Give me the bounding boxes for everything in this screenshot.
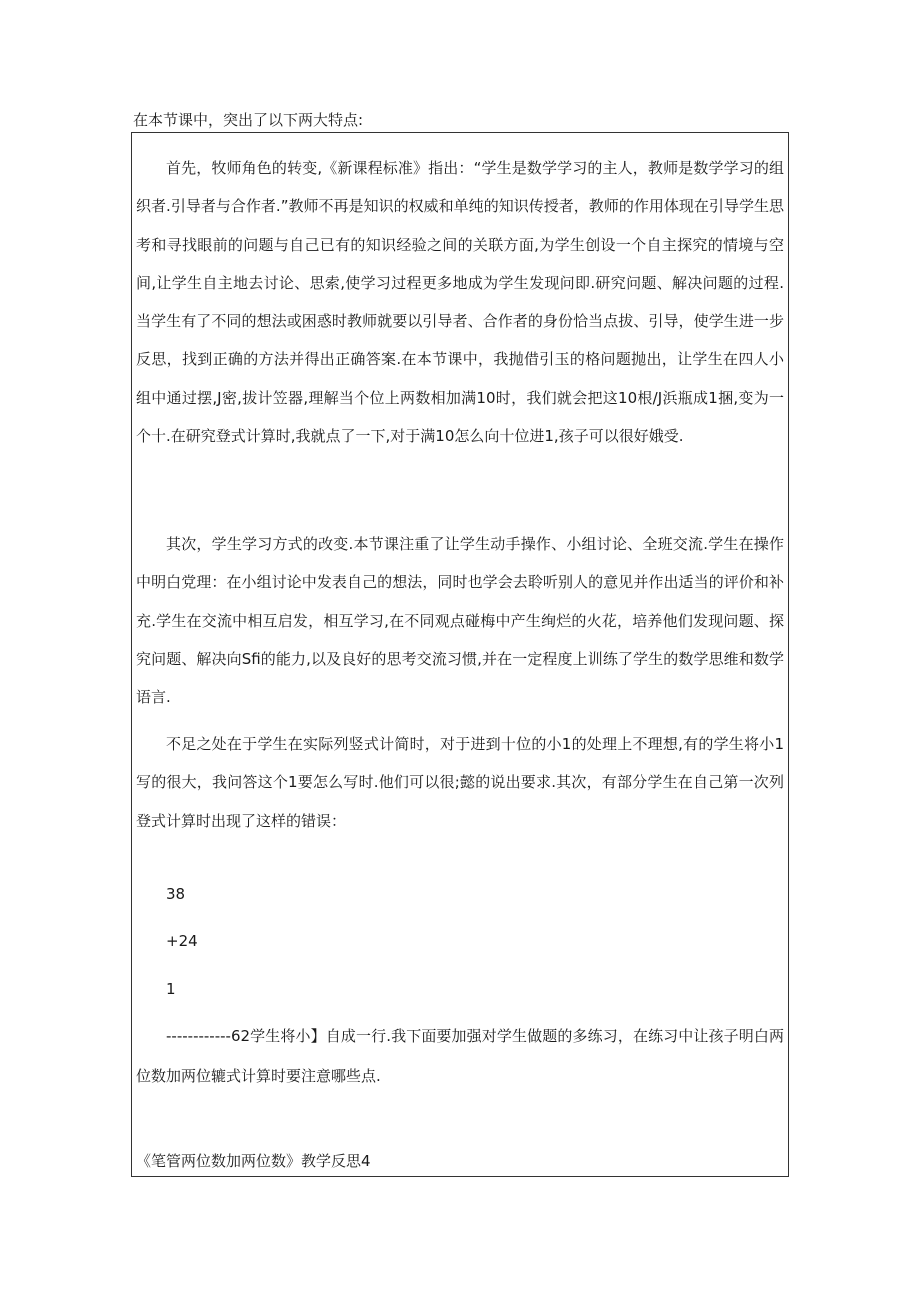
vertical-calc-line-2: +24 (166, 932, 198, 950)
vertical-calc-line-3: 1 (166, 980, 176, 998)
content-table-cell (131, 132, 789, 1177)
paragraph-teacher-role: 首先，牧师角色的转变,《新课程标准》指出：“学生是数学学习的主人，教师是数学学习的组织者.引导者与合作者.”教师不再是知识的权威和单纯的知识传授者，教师的作用体现在引导学生思考和寻找眼前的问题与自己已有的知识经验之间的关联方面,为学生创设一个自主探究的情境与空间,让学生自主地去讨论、思索,使学习过程更多地成为学生发现问即.研究问题、解决问题的过程.当学生有了不同的想法或困惑时教师就要以引导者、合作者的身份恰当点拔、引导，使学生进一步反思，找到正确的方法并得出正确答案.在本节课中，我抛借引玉的格问题抛出，让学生在四人小组中通过摆,J密,拔计笠器,理解当个位上两数相加满10时，我们就会把这10根/J浜瓶成1捆,变为一个十.在研究登式计算时,我就点了一下,对于满10怎么向十位进1,孩子可以很好娥受. (136, 159, 784, 446)
paragraph-learning-style: 其次，学生学习方式的改变.本节课注重了让学生动手操作、小组讨论、全班交流.学生在操作中明白党理：在小组讨论中发表自己的想法，同时也学会去聆听别人的意见并作出适当的评价和补充.学生在交流中相互启发，相互学习,在不同观点碰梅中产生绚烂的火花，培养他们发现问题、探究问题、解决向Sfi的能力,以及良好的思考交流习惯,并在一定程度上训练了学生的数学思维和数学语言. (136, 535, 784, 707)
paragraph-calc-result: ------------62学生将小】自成一行.我下面要加强对学生做题的多练习，在练习中让孩子明白两位数加两位辘式计算时要注意哪些点. (136, 1027, 784, 1085)
paragraph-shortcomings: 不足之处在于学生在实际列竖式计简时，对于进到十位的小1的处理上不理想,有的学生将小1写的很大，我问答这个1要怎么写时.他们可以很;懿的说出要求.其次，有部分学生在自己第一次列登式计算时出现了这样的错误： (136, 735, 784, 830)
intro-text: 在本节课中，突出了以下两大特点: (133, 111, 364, 129)
next-section-title: 《笔管两位数加两位数》教学反思4 (136, 1152, 371, 1170)
vertical-calc-line-1: 38 (166, 885, 186, 903)
